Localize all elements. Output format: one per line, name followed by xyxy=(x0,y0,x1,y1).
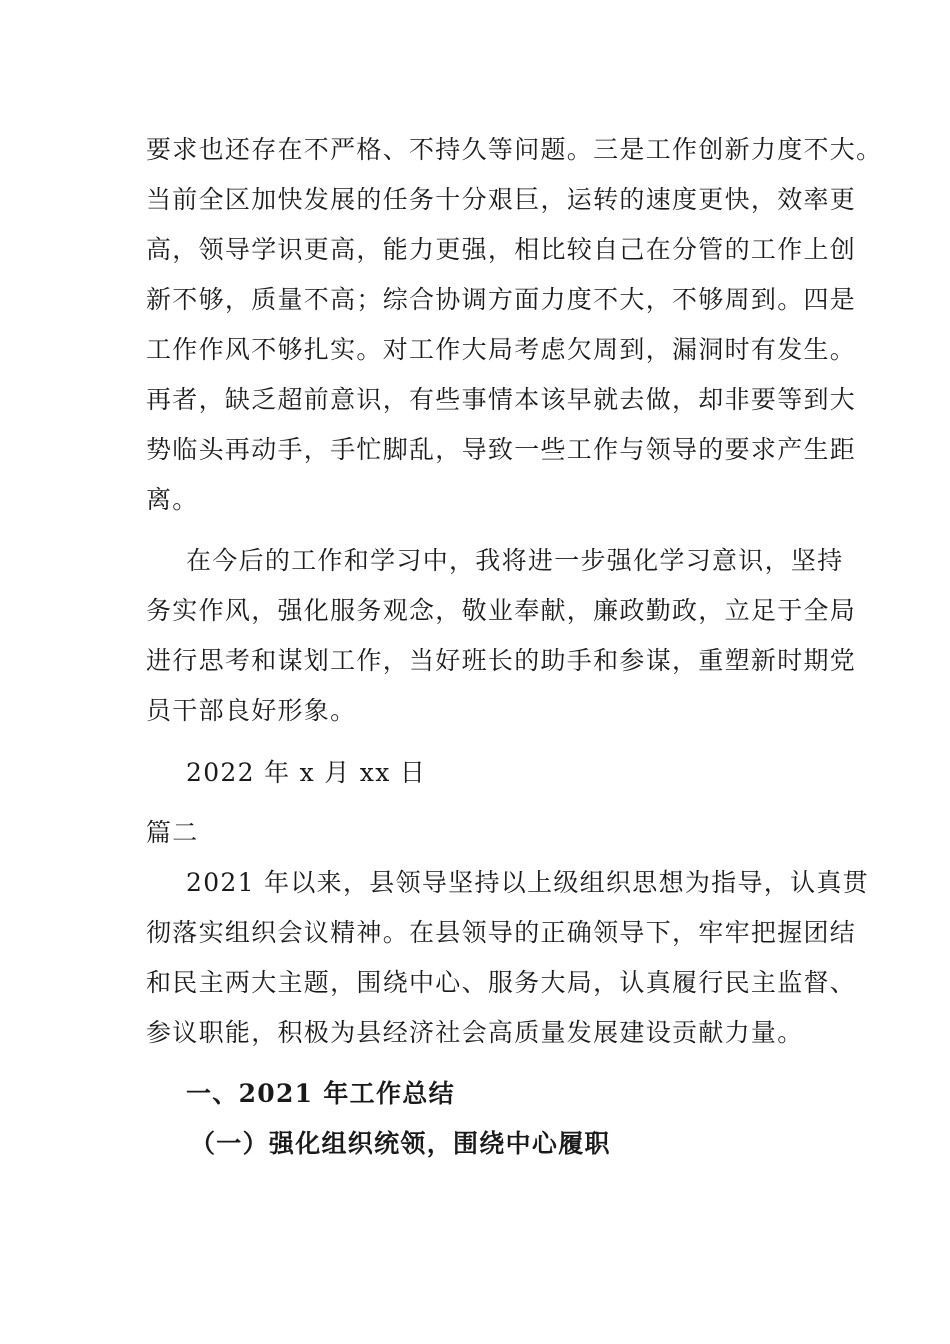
paragraph-line: 在今后的工作和学习中，我将进一步强化学习意识，坚持 xyxy=(186,546,844,575)
paragraph-line: 高，领导学识更高，能力更强，相比较自己在分管的工作上创 xyxy=(146,235,857,264)
paragraph-line: 参议职能，积极为县经济社会高质量发展建设贡献力量。 xyxy=(146,1018,804,1047)
document-date: 2022 年 x 月 xx 日 xyxy=(186,758,427,787)
heading-level-2: （一）强化组织统领，围绕中心履职 xyxy=(190,1129,611,1158)
paragraph-line: 进行思考和谋划工作，当好班长的助手和参谋，重塑新时期党 xyxy=(146,646,857,675)
paragraph-line: 和民主两大主题，围绕中心、服务大局，认真履行民主监督、 xyxy=(146,968,857,997)
paragraph-line: 再者，缺乏超前意识，有些事情本该早就去做，却非要等到大 xyxy=(146,385,857,414)
paragraph-line: 务实作风，强化服务观念，敬业奉献，廉政勤政，立足于全局 xyxy=(146,596,857,625)
paragraph-line: 离。 xyxy=(146,485,199,514)
paragraph-line: 当前全区加快发展的任务十分艰巨，运转的速度更快，效率更 xyxy=(146,185,857,214)
heading-level-1: 一、2021 年工作总结 xyxy=(186,1079,455,1108)
paragraph-line: 2021 年以来，县领导坚持以上级组织思想为指导，认真贯 xyxy=(186,868,869,897)
paragraph-line: 要求也还存在不严格、不持久等问题。三是工作创新力度不大。 xyxy=(146,135,883,164)
paragraph-line: 新不够，质量不高；综合协调方面力度不大，不够周到。四是 xyxy=(146,285,857,314)
paragraph-line: 员干部良好形象。 xyxy=(146,696,357,725)
paragraph-line: 工作作风不够扎实。对工作大局考虑欠周到，漏洞时有发生。 xyxy=(146,335,857,364)
paragraph-line: 势临头再动手，手忙脚乱，导致一些工作与领导的要求产生距 xyxy=(146,435,857,464)
section-label: 篇二 xyxy=(146,818,199,847)
paragraph-line: 彻落实组织会议精神。在县领导的正确领导下，牢牢把握团结 xyxy=(146,918,857,947)
